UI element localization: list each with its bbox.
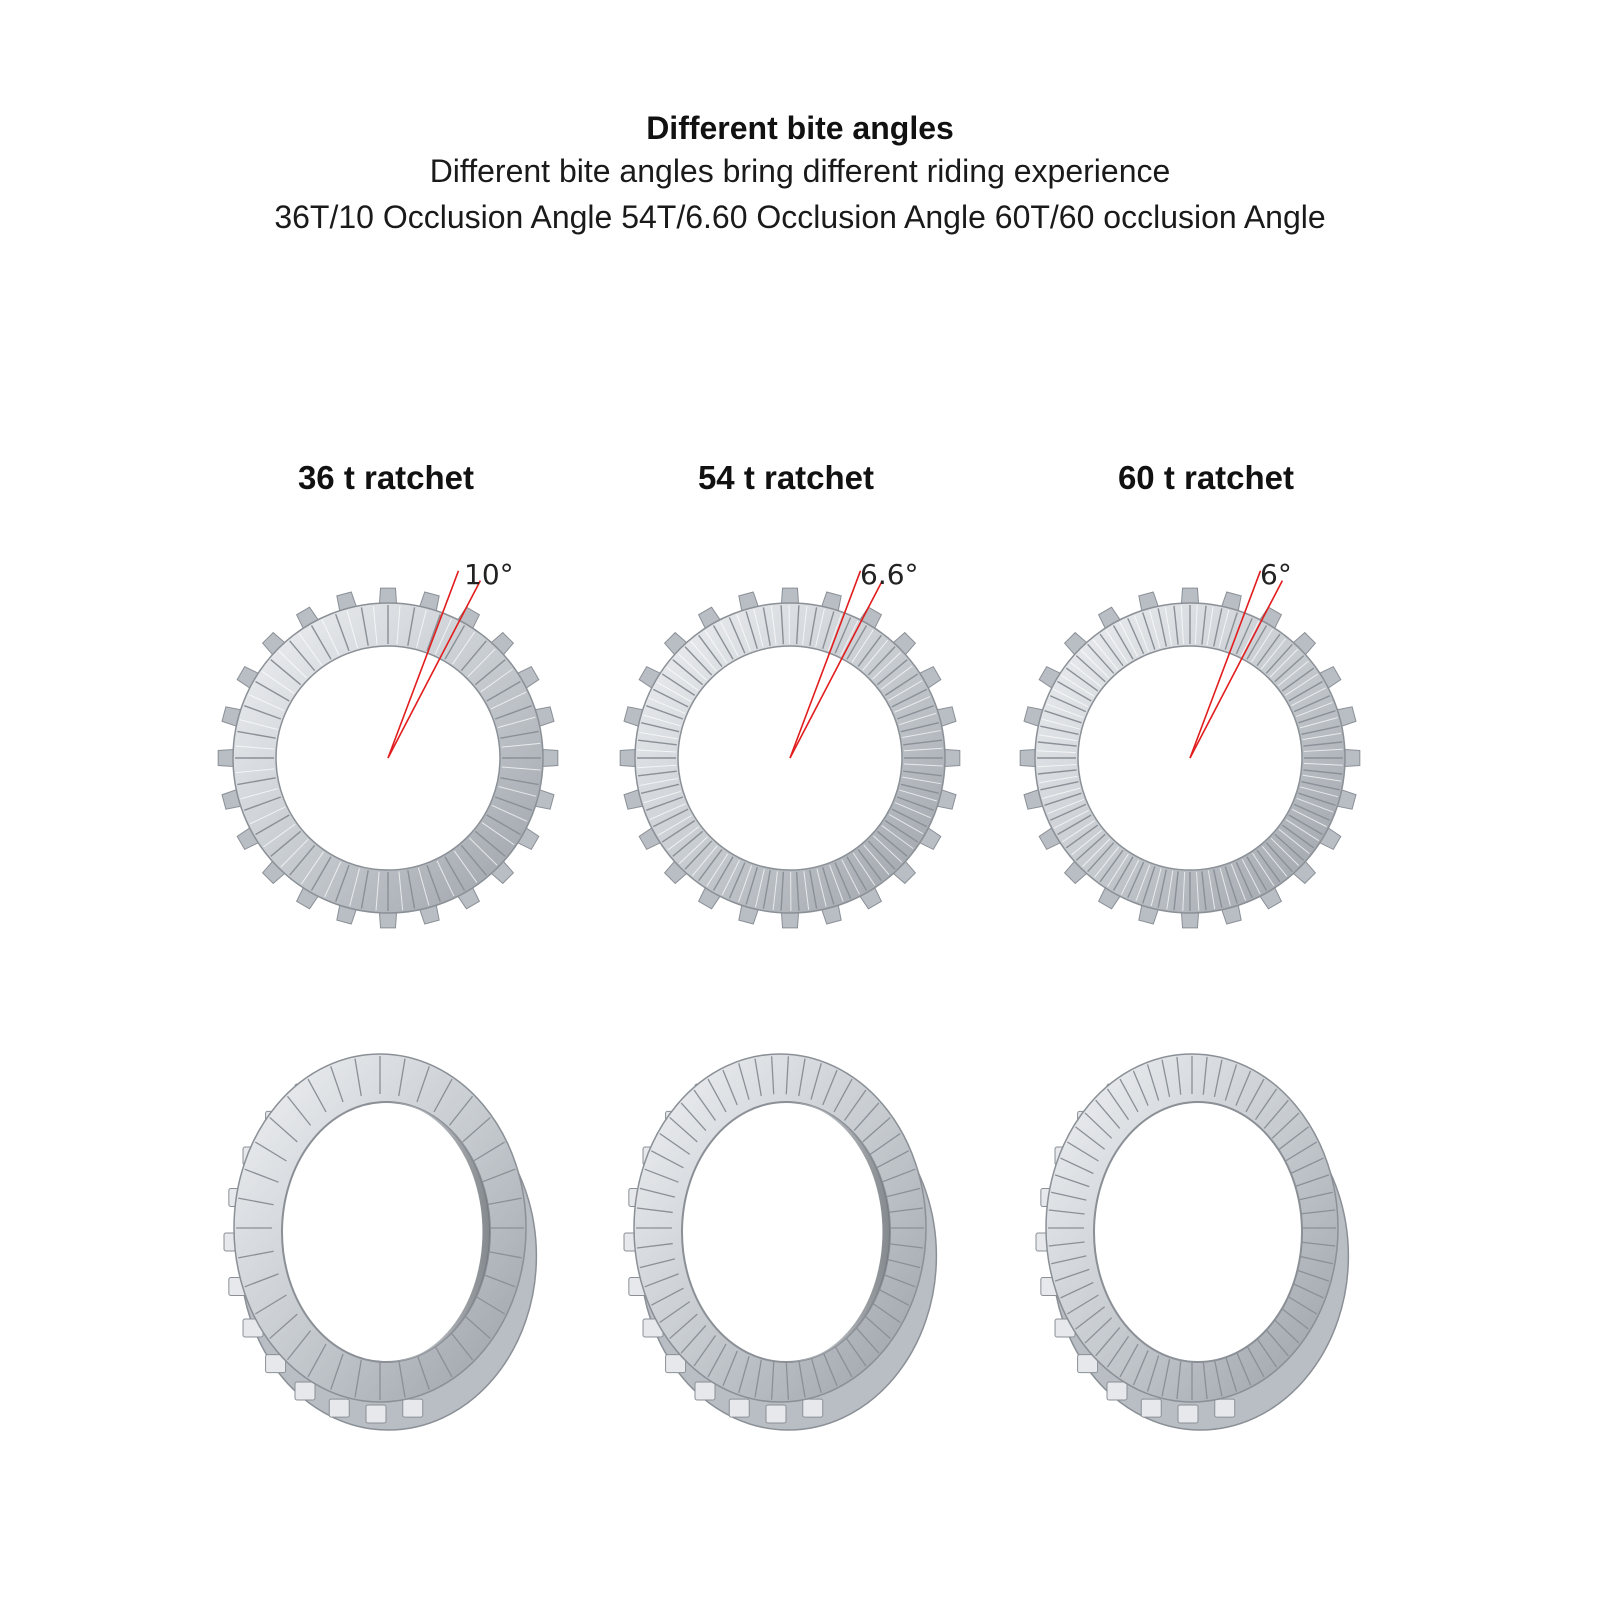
page-title: Different bite angles — [646, 110, 954, 146]
spline-lug — [1181, 913, 1198, 928]
spline-lug — [1020, 749, 1035, 766]
spline-lug — [781, 913, 798, 928]
bite-angle-label-54t: 6.6° — [860, 558, 919, 591]
spline-lug — [366, 1405, 386, 1423]
spline-lug — [945, 749, 960, 766]
spline-lug — [1178, 1405, 1198, 1423]
spline-lug — [729, 1399, 749, 1417]
bite-angle-label-60t: 6° — [1260, 558, 1292, 591]
spline-lug — [1181, 588, 1198, 603]
ratchet-bore — [1094, 1102, 1302, 1362]
spline-lug — [379, 588, 396, 603]
ratchet-label-54t: 54 t ratchet — [697, 459, 875, 496]
ratchet-top-36t — [218, 558, 558, 928]
ratchet-top-54t — [620, 558, 960, 928]
bite-angle-label-36t: 10° — [464, 558, 514, 591]
spline-lug — [379, 913, 396, 928]
spline-lug — [620, 749, 635, 766]
spline-lug — [218, 749, 233, 766]
spline-lug — [781, 588, 798, 603]
spline-lug — [295, 1382, 315, 1400]
spline-lug — [803, 1399, 823, 1417]
ratchet-top-views — [218, 558, 1360, 928]
spline-lug — [695, 1382, 715, 1400]
ratchet-label-36t: 36 t ratchet — [297, 459, 475, 496]
spline-lug — [766, 1405, 786, 1423]
ratchet-angled-60t — [1036, 1054, 1348, 1430]
spline-lug — [1345, 749, 1360, 766]
ratchet-angled-36t — [224, 1054, 536, 1430]
ratchet-top-60t — [1020, 558, 1360, 928]
ratchet-angled-views — [224, 1054, 1348, 1430]
spline-lug — [543, 749, 558, 766]
spline-lug — [329, 1399, 349, 1417]
page-subtitle: Different bite angles bring different riding experience — [429, 153, 1171, 189]
spline-lug — [403, 1399, 423, 1417]
occlusion-angles-line: 36T/10 Occlusion Angle 54T/6.60 Occlusion Angle 60T/60 occlusion Angle — [274, 199, 1326, 235]
spline-lug — [1107, 1382, 1127, 1400]
spline-lug — [1215, 1399, 1235, 1417]
spline-lug — [1141, 1399, 1161, 1417]
ratchet-angled-54t — [624, 1054, 936, 1430]
ratchet-label-60t: 60 t ratchet — [1117, 459, 1295, 496]
